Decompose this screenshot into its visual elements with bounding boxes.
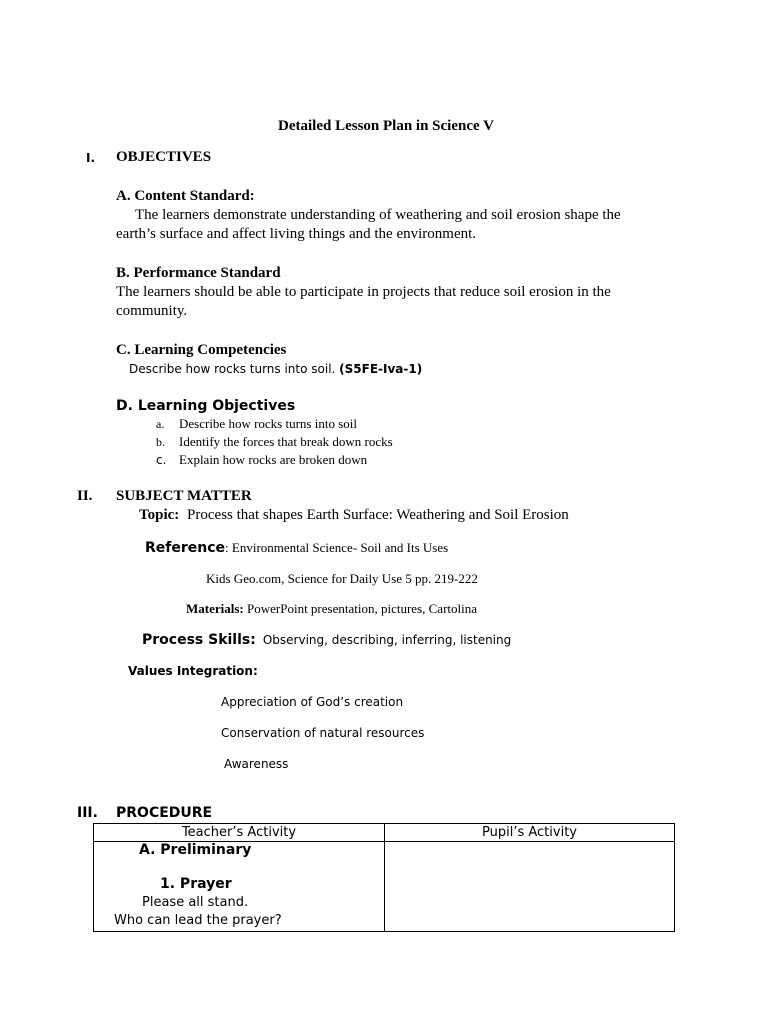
learning-objectives-heading: D. Learning Objectives <box>116 398 296 414</box>
learning-objective-marker-a: a. <box>156 417 165 431</box>
content-standard-line2: earth’s surface and affect living things and the environment. <box>116 226 477 242</box>
topic-line <box>139 507 569 524</box>
reference-extra: Kids Geo.com, Science for Daily Use 5 pp. 219-222 <box>206 571 478 586</box>
performance-standard-line1: The learners should be able to participate in projects that reduce soil erosion in the <box>116 284 611 300</box>
process-skills-line <box>142 631 511 649</box>
section-numeral-objectives: I. <box>86 151 96 165</box>
section-heading-objectives: OBJECTIVES <box>116 149 212 165</box>
performance-standard-heading: B. Performance Standard <box>116 265 281 281</box>
values-item-3: Awareness <box>224 757 289 771</box>
process-skills-value: Observing, describing, inferring, listening <box>262 633 512 647</box>
pupil-activity-cell <box>385 842 675 932</box>
section-numeral-procedure: III. <box>77 805 98 821</box>
teacher-activity-header: Teacher’s Activity <box>94 824 385 842</box>
content-standard-line1: The learners demonstrate understanding of weathering and soil erosion shape the <box>135 207 621 223</box>
materials-value: PowerPoint presentation, pictures, Cartolina <box>247 601 477 616</box>
values-item-1: Appreciation of God’s creation <box>221 695 404 709</box>
learning-objective-text-b: Identify the forces that break down rocks <box>179 434 393 449</box>
reference-value: : Environmental Science- Soil and Its Uses <box>225 540 449 555</box>
values-item-2: Conservation of natural resources <box>221 726 425 740</box>
procedure-table-header-row <box>94 824 675 842</box>
section-heading-procedure: PROCEDURE <box>116 805 213 821</box>
learning-competencies-heading: C. Learning Competencies <box>116 342 287 358</box>
reference-label: Reference <box>145 540 226 556</box>
learning-competencies-code: (S5FE-Iva-1) <box>339 362 423 376</box>
materials-line <box>186 601 477 617</box>
topic-label: Topic: <box>139 507 180 523</box>
performance-standard-line2: community. <box>116 303 188 319</box>
reference-line <box>145 539 448 557</box>
learning-competencies-line <box>129 362 422 376</box>
learning-objective-marker-b: b. <box>156 435 165 449</box>
preliminary-heading: A. Preliminary <box>139 842 252 858</box>
process-skills-label: Process Skills: <box>142 632 256 648</box>
values-integration-label: Values Integration: <box>128 664 258 678</box>
content-standard-heading: A. Content Standard: <box>116 188 255 204</box>
document-title: Detailed Lesson Plan in Science V <box>278 118 494 134</box>
teacher-line-1: Please all stand. <box>142 895 249 910</box>
section-heading-subject-matter: SUBJECT MATTER <box>116 488 252 504</box>
section-numeral-subject-matter: II. <box>77 488 93 504</box>
procedure-table-row <box>94 842 675 932</box>
materials-label: Materials: <box>186 601 244 616</box>
prayer-heading: 1. Prayer <box>160 876 232 892</box>
teacher-line-2: Who can lead the prayer? <box>114 913 282 928</box>
procedure-table <box>93 823 675 932</box>
learning-objective-text-c: Explain how rocks are broken down <box>179 452 368 467</box>
teacher-activity-cell <box>94 842 385 932</box>
learning-objective-text-a: Describe how rocks turns into soil <box>179 416 358 431</box>
pupil-activity-header: Pupil’s Activity <box>385 824 675 842</box>
learning-objective-marker-c: c. <box>156 453 167 467</box>
learning-competencies-text: Describe how rocks turns into soil. <box>129 362 336 376</box>
topic-value: Process that shapes Earth Surface: Weathering and Soil Erosion <box>187 507 569 523</box>
